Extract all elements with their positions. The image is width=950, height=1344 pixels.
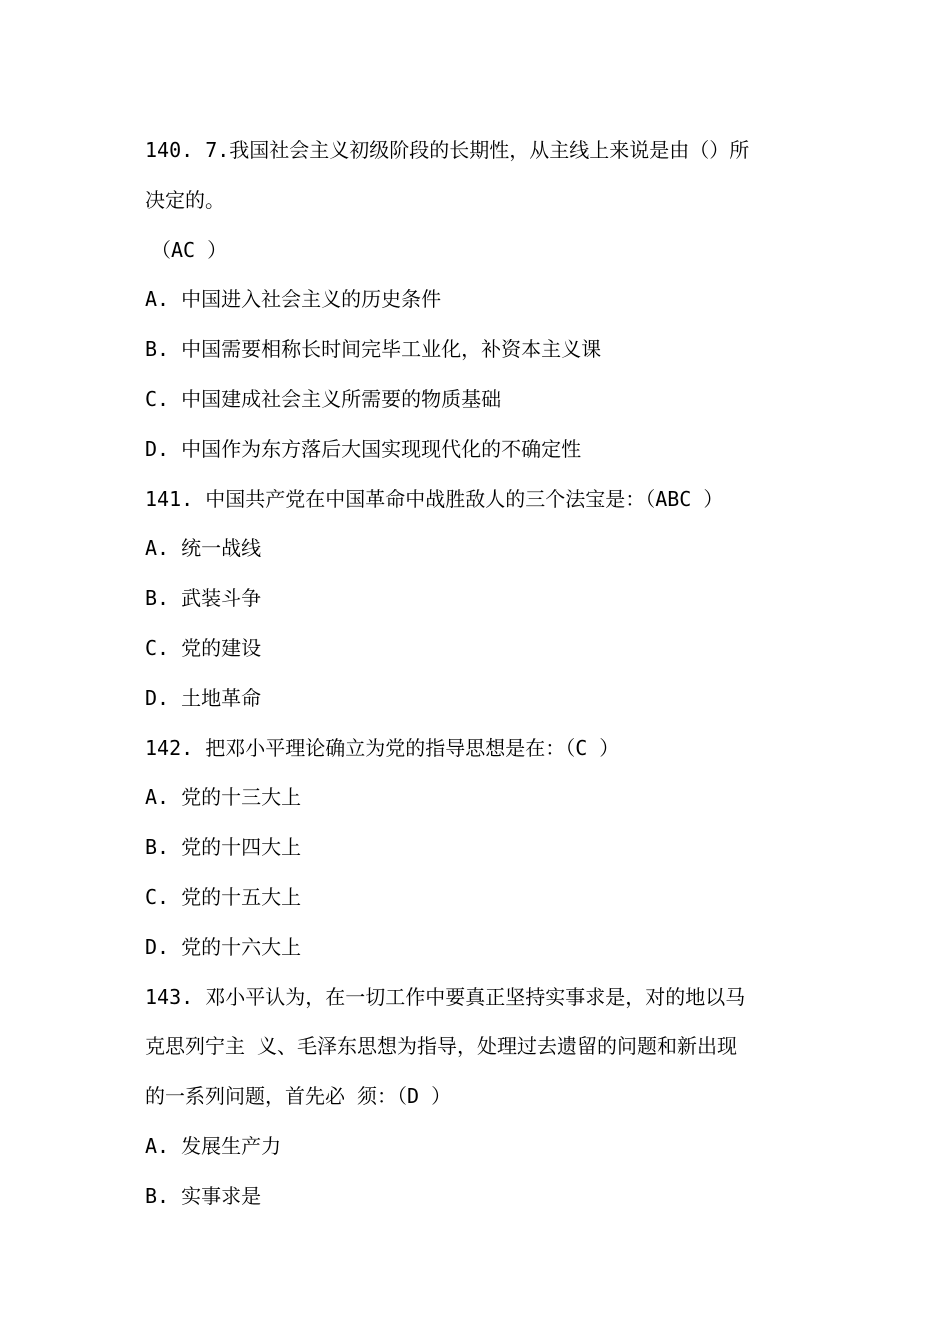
option-a: A. 发展生产力 xyxy=(145,1133,282,1158)
option-b: B. 中国需要相称长时间完毕工业化，补资本主义课 xyxy=(145,337,602,362)
option-a: A. 党的十三大上 xyxy=(145,785,302,810)
option-b: B. 实事求是 xyxy=(145,1183,262,1208)
question-text-line: 143. 邓小平认为，在一切工作中要真正坚持实事求是，对的地以马 xyxy=(145,984,746,1009)
option-a: A. 统一战线 xyxy=(145,536,262,561)
question-text-line: 决定的。 xyxy=(145,187,225,212)
question-list xyxy=(145,126,810,1222)
question-142 xyxy=(145,724,810,973)
option-c: C. 中国建成社会主义所需要的物质基础 xyxy=(145,386,502,411)
question-141 xyxy=(145,475,810,724)
option-d: D. 中国作为东方落后大国实现现代化的不确定性 xyxy=(145,436,582,461)
option-d: D. 党的十六大上 xyxy=(145,934,302,959)
option-b: B. 武装斗争 xyxy=(145,586,262,611)
option-c: C. 党的建设 xyxy=(145,635,262,660)
question-text-line: 克思列宁主 义、毛泽东思想为指导，处理过去遗留的问题和新出现 xyxy=(145,1034,738,1059)
question-text-line: 的一系列问题，首先必 须：（D ） xyxy=(145,1084,452,1109)
option-a: A. 中国进入社会主义的历史条件 xyxy=(145,287,442,312)
answer-label: （AC ） xyxy=(151,237,228,262)
question-140 xyxy=(145,126,810,475)
option-c: C. 党的十五大上 xyxy=(145,884,302,909)
option-d: D. 土地革命 xyxy=(145,685,262,710)
option-b: B. 党的十四大上 xyxy=(145,835,302,860)
question-text-line: 140. 7.我国社会主义初级阶段的长期性，从主线上来说是由（）所 xyxy=(145,138,750,162)
question-143 xyxy=(145,973,810,1222)
question-text-line: 141. 中国共产党在中国革命中战胜敌人的三个法宝是：（ABC ） xyxy=(145,486,724,511)
question-text-line: 142. 把邓小平理论确立为党的指导思想是在：（C ） xyxy=(145,735,620,760)
